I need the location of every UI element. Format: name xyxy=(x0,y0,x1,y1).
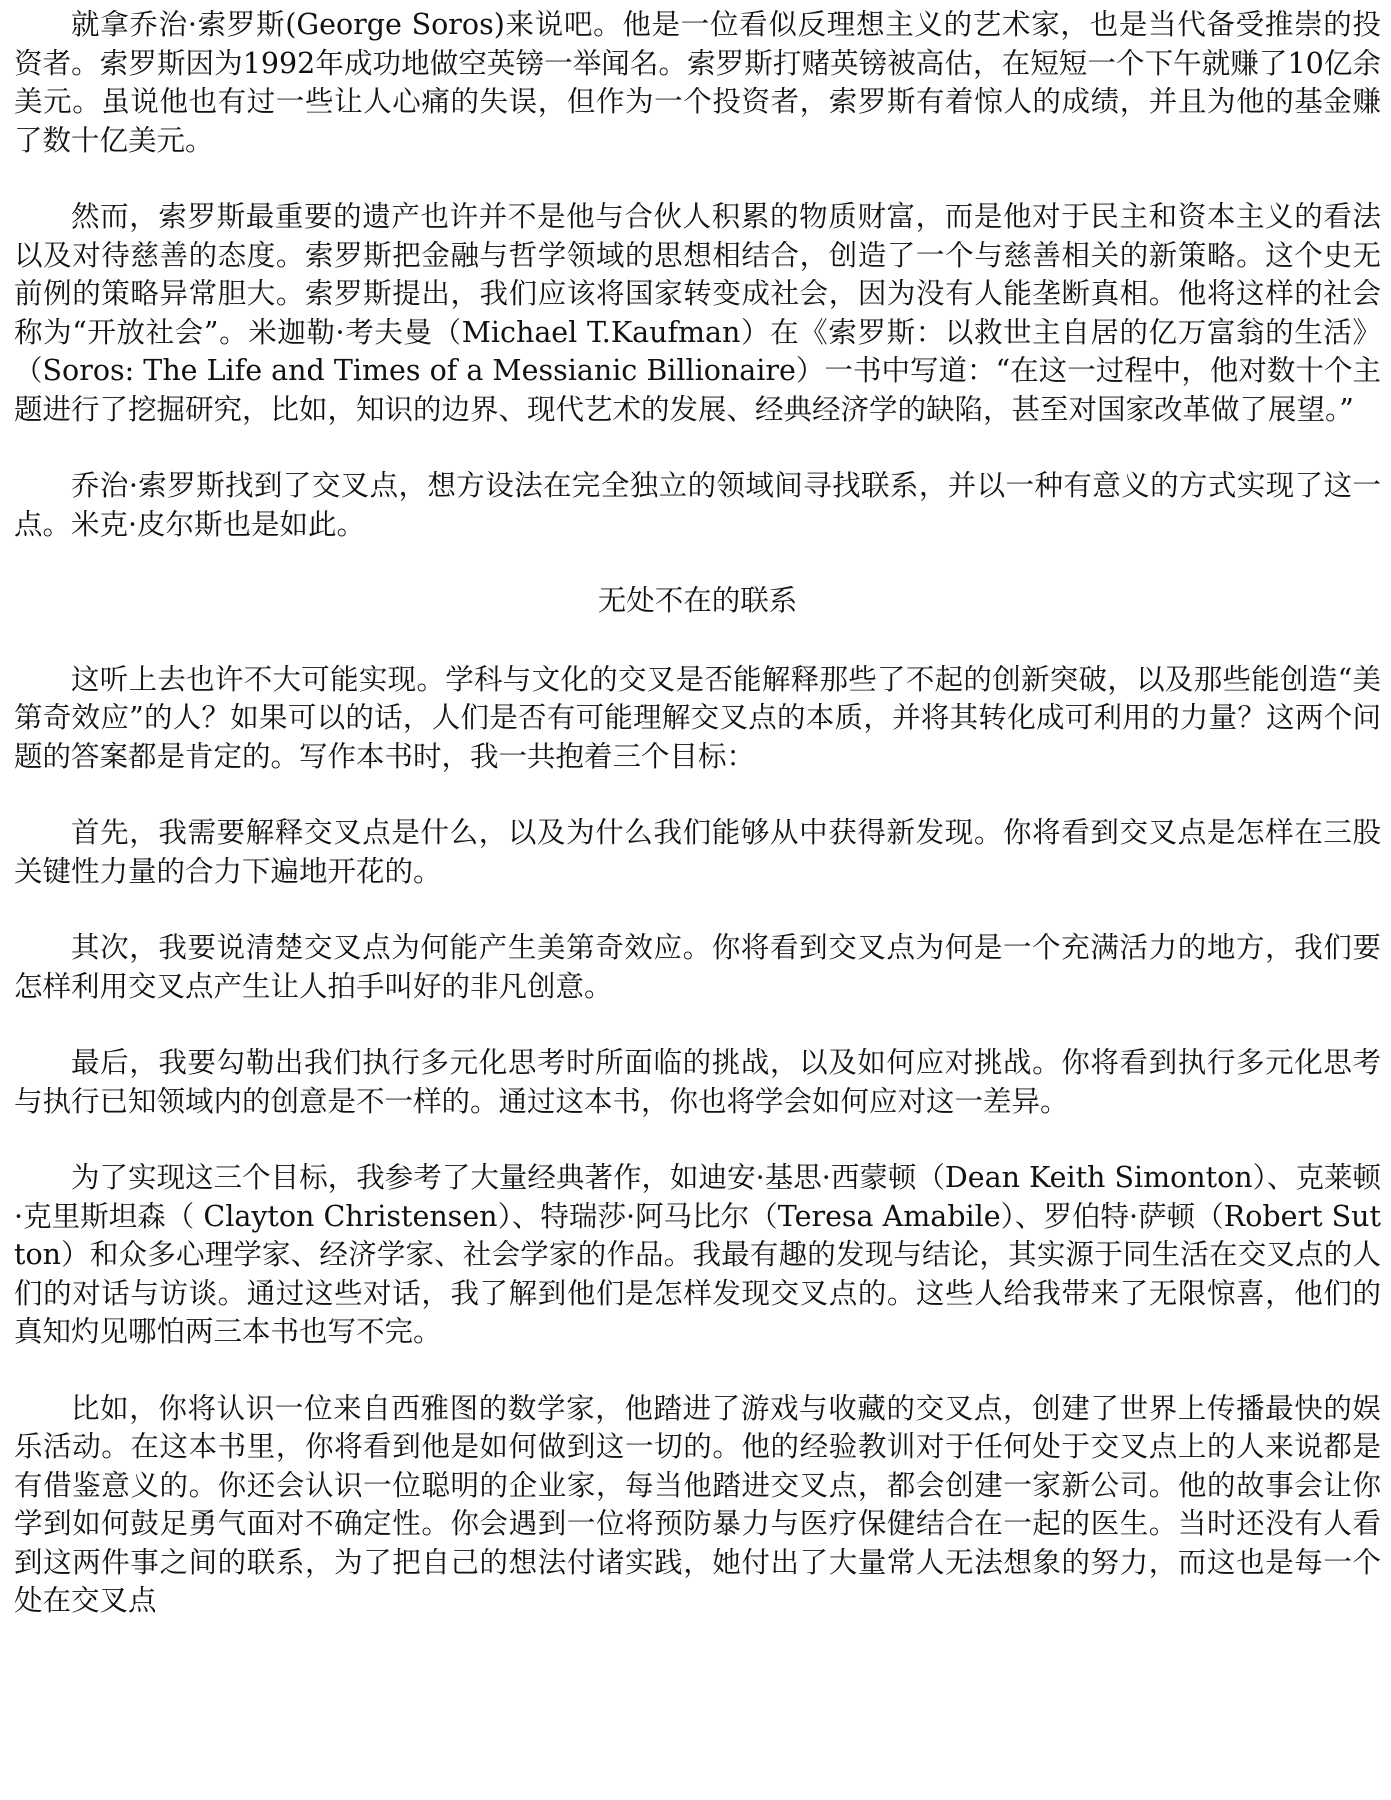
paragraph-goal-second: 其次，我要说清楚交叉点为何能产生美第奇效应。你将看到交叉点为何是一个充满活力的地方，我们要怎样利用交叉点产生让人拍手叫好的非凡创意。 xyxy=(14,931,1381,1003)
paragraph-soros-intersection: 乔治·索罗斯找到了交叉点，想方设法在完全独立的领域间寻找联系，并以一种有意义的方式实现了这一点。米克·皮尔斯也是如此。 xyxy=(14,469,1381,541)
paragraph-references: 为了实现这三个目标，我参考了大量经典著作，如迪安·基思·西蒙顿（Dean Keith Simonton）、克莱顿·克里斯坦森（ Clayton Christensen）、特瑞莎·阿马比尔（Teresa Amabile）、罗伯特·萨顿（Robert Sutton）和众多心理学家、经济学家、社会学家的作品。我最有趣的发现与结论，其实源于同生活在交叉点的人们的对话与访谈。通过这些对话，我了解到他们是怎样发现交叉点的。这些人给我带来了无限惊喜，他们的真知灼见哪怕两三本书也写不完。 xyxy=(14,1161,1381,1348)
paragraph-soros-intro: 就拿乔治·索罗斯(George Soros)来说吧。他是一位看似反理想主义的艺术家，也是当代备受推崇的投资者。索罗斯因为1992年成功地做空英镑一举闻名。索罗斯打赌英镑被高估，在短短一个下午就赚了10亿余美元。虽说他也有过一些让人心痛的失误，但作为一个投资者，索罗斯有着惊人的成绩，并且为他的基金赚了数十亿美元。 xyxy=(14,8,1381,157)
paragraph-soros-legacy: 然而，索罗斯最重要的遗产也许并不是他与合伙人积累的物质财富，而是他对于民主和资本主义的看法以及对待慈善的态度。索罗斯把金融与哲学领域的思想相结合，创造了一个与慈善相关的新策略。这个史无前例的策略异常胆大。索罗斯提出，我们应该将国家转变成社会，因为没有人能垄断真相。他将这样的社会称为“开放社会”。米迦勒·考夫曼（Michael T.Kaufman）在《索罗斯：以救世主自居的亿万富翁的生活》（Soros: The Life and Times of a Messianic Billionaire）一书中写道：“在这一过程中，他对数十个主题进行了挖掘研究，比如，知识的边界、现代艺术的发展、经典经济学的缺陷，甚至对国家改革做了展望。” xyxy=(14,200,1381,426)
paragraph-goal-third: 最后，我要勾勒出我们执行多元化思考时所面临的挑战，以及如何应对挑战。你将看到执行多元化思考与执行已知领域内的创意是不一样的。通过这本书，你也将学会如何应对这一差异。 xyxy=(14,1046,1381,1118)
paragraph-goals-intro: 这听上去也许不大可能实现。学科与文化的交叉是否能解释那些了不起的创新突破，以及那些能创造“美第奇效应”的人？如果可以的话，人们是否有可能理解交叉点的本质，并将其转化成可利用的力量？这两个问题的答案都是肯定的。写作本书时，我一共抱着三个目标： xyxy=(14,662,1381,773)
section-heading: 无处不在的联系 xyxy=(597,584,798,617)
paragraph-goal-first: 首先，我需要解释交叉点是什么，以及为什么我们能够从中获得新发现。你将看到交叉点是怎样在三股关键性力量的合力下遍地开花的。 xyxy=(14,816,1381,888)
paragraph-examples: 比如，你将认识一位来自西雅图的数学家，他踏进了游戏与收藏的交叉点，创建了世界上传播最快的娱乐活动。在这本书里，你将看到他是如何做到这一切的。他的经验教训对于任何处于交叉点上的人来说都是有借鉴意义的。你还会认识一位聪明的企业家，每当他踏进交叉点，都会创建一家新公司。他的故事会让你学到如何鼓足勇气面对不确定性。你会遇到一位将预防暴力与医疗保健结合在一起的医生。当时还没有人看到这两件事之间的联系，为了把自己的想法付诸实践，她付出了大量常人无法想象的努力，而这也是每一个处在交叉点 xyxy=(14,1391,1381,1617)
